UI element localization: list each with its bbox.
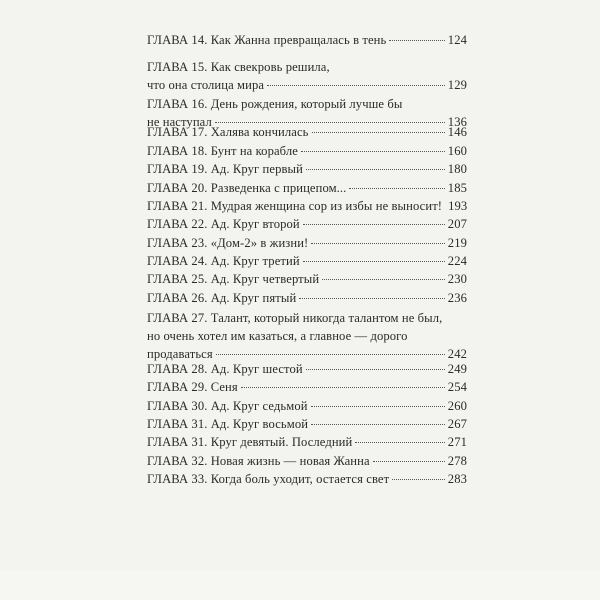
dot-leader <box>303 224 445 225</box>
toc-page-number: 283 <box>447 472 467 486</box>
toc-entry-title-line <box>147 234 467 252</box>
toc-page-number: 236 <box>447 291 467 305</box>
toc-entry-title-line <box>147 142 467 160</box>
toc-page-number: 124 <box>447 33 467 47</box>
toc-entry-title-line <box>147 452 467 470</box>
toc-entry <box>147 58 467 94</box>
toc-entry <box>147 252 467 270</box>
toc-entry <box>147 234 467 252</box>
toc-entry-title: не наступал <box>147 115 212 129</box>
dot-leader <box>267 85 445 86</box>
toc-entry-title-line <box>147 289 467 307</box>
toc-entry-title: ГЛАВА 14. Как Жанна превращалась в тень <box>147 33 387 47</box>
dot-leader <box>311 406 445 407</box>
toc-entry-title-line <box>147 252 467 270</box>
toc-entry <box>147 397 467 415</box>
toc-entry-title: но очень хотел им казаться, а главное — дорого <box>147 329 408 343</box>
toc-entry-title-line <box>147 76 467 94</box>
toc-entry-title-line <box>147 215 467 233</box>
toc-page-number: 278 <box>447 454 467 468</box>
toc-entry-title: ГЛАВА 29. Сеня <box>147 380 238 394</box>
toc-page-number: 249 <box>447 362 467 376</box>
toc-entry-title-line <box>147 160 467 178</box>
toc-entry-title-line <box>147 179 467 197</box>
toc-page-number: 230 <box>447 272 467 286</box>
dot-leader <box>322 279 445 280</box>
toc-entry-title-line <box>147 270 467 288</box>
toc-entry-title: ГЛАВА 28. Ад. Круг шестой <box>147 362 303 376</box>
dot-leader <box>349 188 444 189</box>
toc-entry-title: ГЛАВА 27. Талант, который никогда талантом не был, <box>147 311 443 325</box>
toc-entry-title-continuation <box>147 309 467 327</box>
toc-entry <box>147 309 467 363</box>
toc-entry <box>147 360 467 378</box>
toc-entry <box>147 415 467 433</box>
toc-entry-title-line <box>147 360 467 378</box>
dot-leader <box>312 132 445 133</box>
toc-entry-title: ГЛАВА 32. Новая жизнь — новая Жанна <box>147 454 370 468</box>
toc-entry-title: ГЛАВА 20. Разведенка с прицепом... <box>147 181 347 195</box>
dot-leader <box>311 424 445 425</box>
dot-leader <box>301 151 445 152</box>
dot-leader <box>306 369 445 370</box>
dot-leader <box>373 461 445 462</box>
toc-page-number: 219 <box>447 236 467 250</box>
toc-entry-title: ГЛАВА 16. День рождения, который лучше бы <box>147 97 403 111</box>
toc-entry <box>147 160 467 178</box>
toc-entry-title: ГЛАВА 24. Ад. Круг третий <box>147 254 300 268</box>
toc-page-number: 193 <box>448 199 468 213</box>
toc-entry-title: ГЛАВА 19. Ад. Круг первый <box>147 162 303 176</box>
toc-entry-title-continuation <box>147 58 467 76</box>
toc-page-number: 254 <box>447 380 467 394</box>
toc-entry-title-continuation <box>147 95 467 113</box>
toc-entry-title-line <box>147 378 467 396</box>
toc-page-number: 271 <box>447 435 467 449</box>
toc-entry <box>147 270 467 288</box>
toc-entry-title: ГЛАВА 25. Ад. Круг четвертый <box>147 272 320 286</box>
toc-entry-title: ГЛАВА 23. «Дом-2» в жизни! <box>147 236 309 250</box>
toc-entry-title: ГЛАВА 31. Круг девятый. Последний <box>147 435 353 449</box>
dot-leader <box>355 442 444 443</box>
toc-entry-title-line <box>147 415 467 433</box>
toc-entry <box>147 31 467 49</box>
toc-page-number: 260 <box>447 399 467 413</box>
toc-entry-title-continuation <box>147 327 467 345</box>
toc-entry <box>147 142 467 160</box>
dot-leader <box>389 40 444 41</box>
toc-page-number: 180 <box>447 162 467 176</box>
dot-leader <box>216 354 445 355</box>
toc-entry-title: ГЛАВА 30. Ад. Круг седьмой <box>147 399 308 413</box>
toc-entry <box>147 378 467 396</box>
toc-entry <box>147 197 467 215</box>
toc-entry-title: ГЛАВА 21. Мудрая женщина сор из избы не выносит! <box>147 199 443 213</box>
dot-leader <box>303 261 445 262</box>
toc-entry-title: что она столица мира <box>147 78 265 92</box>
toc-entry <box>147 179 467 197</box>
toc-page-number: 136 <box>447 115 467 129</box>
toc-entry-title: ГЛАВА 33. Когда боль уходит, остается свет <box>147 472 390 486</box>
toc-page-number: 207 <box>447 217 467 231</box>
dot-leader <box>306 169 445 170</box>
dot-leader <box>299 298 445 299</box>
toc-entry-title-line <box>147 123 467 141</box>
toc-entry-title: продаваться <box>147 347 213 361</box>
dot-leader <box>241 387 445 388</box>
toc-entry-title: ГЛАВА 22. Ад. Круг второй <box>147 217 300 231</box>
toc-page-number: 146 <box>447 125 467 139</box>
toc-entry <box>147 470 467 488</box>
toc-entry <box>147 289 467 307</box>
toc-entry-title: ГЛАВА 17. Халява кончилась <box>147 125 309 139</box>
dot-leader <box>311 243 444 244</box>
toc-entry-title: ГЛАВА 26. Ад. Круг пятый <box>147 291 297 305</box>
toc-page-number: 242 <box>447 347 467 361</box>
dot-leader <box>392 479 445 480</box>
toc-page-number: 129 <box>447 78 467 92</box>
toc-entry-title: ГЛАВА 31. Ад. Круг восьмой <box>147 417 309 431</box>
toc-page-number: 267 <box>447 417 467 431</box>
toc-entry <box>147 452 467 470</box>
toc-entry <box>147 433 467 451</box>
toc-page-number: 224 <box>447 254 467 268</box>
toc-entry-title-line <box>147 470 467 488</box>
toc-page-number: 160 <box>447 144 467 158</box>
toc-entry <box>147 123 467 141</box>
toc-entry-title-line <box>147 31 467 49</box>
toc-entry-title-line <box>147 197 467 215</box>
toc-entry-title-line <box>147 433 467 451</box>
toc-entry-title: ГЛАВА 15. Как свекровь решила, <box>147 60 330 74</box>
toc-page-number: 185 <box>447 181 467 195</box>
toc-entry-title: ГЛАВА 18. Бунт на корабле <box>147 144 298 158</box>
toc-entry-title-line <box>147 397 467 415</box>
toc-entry <box>147 215 467 233</box>
